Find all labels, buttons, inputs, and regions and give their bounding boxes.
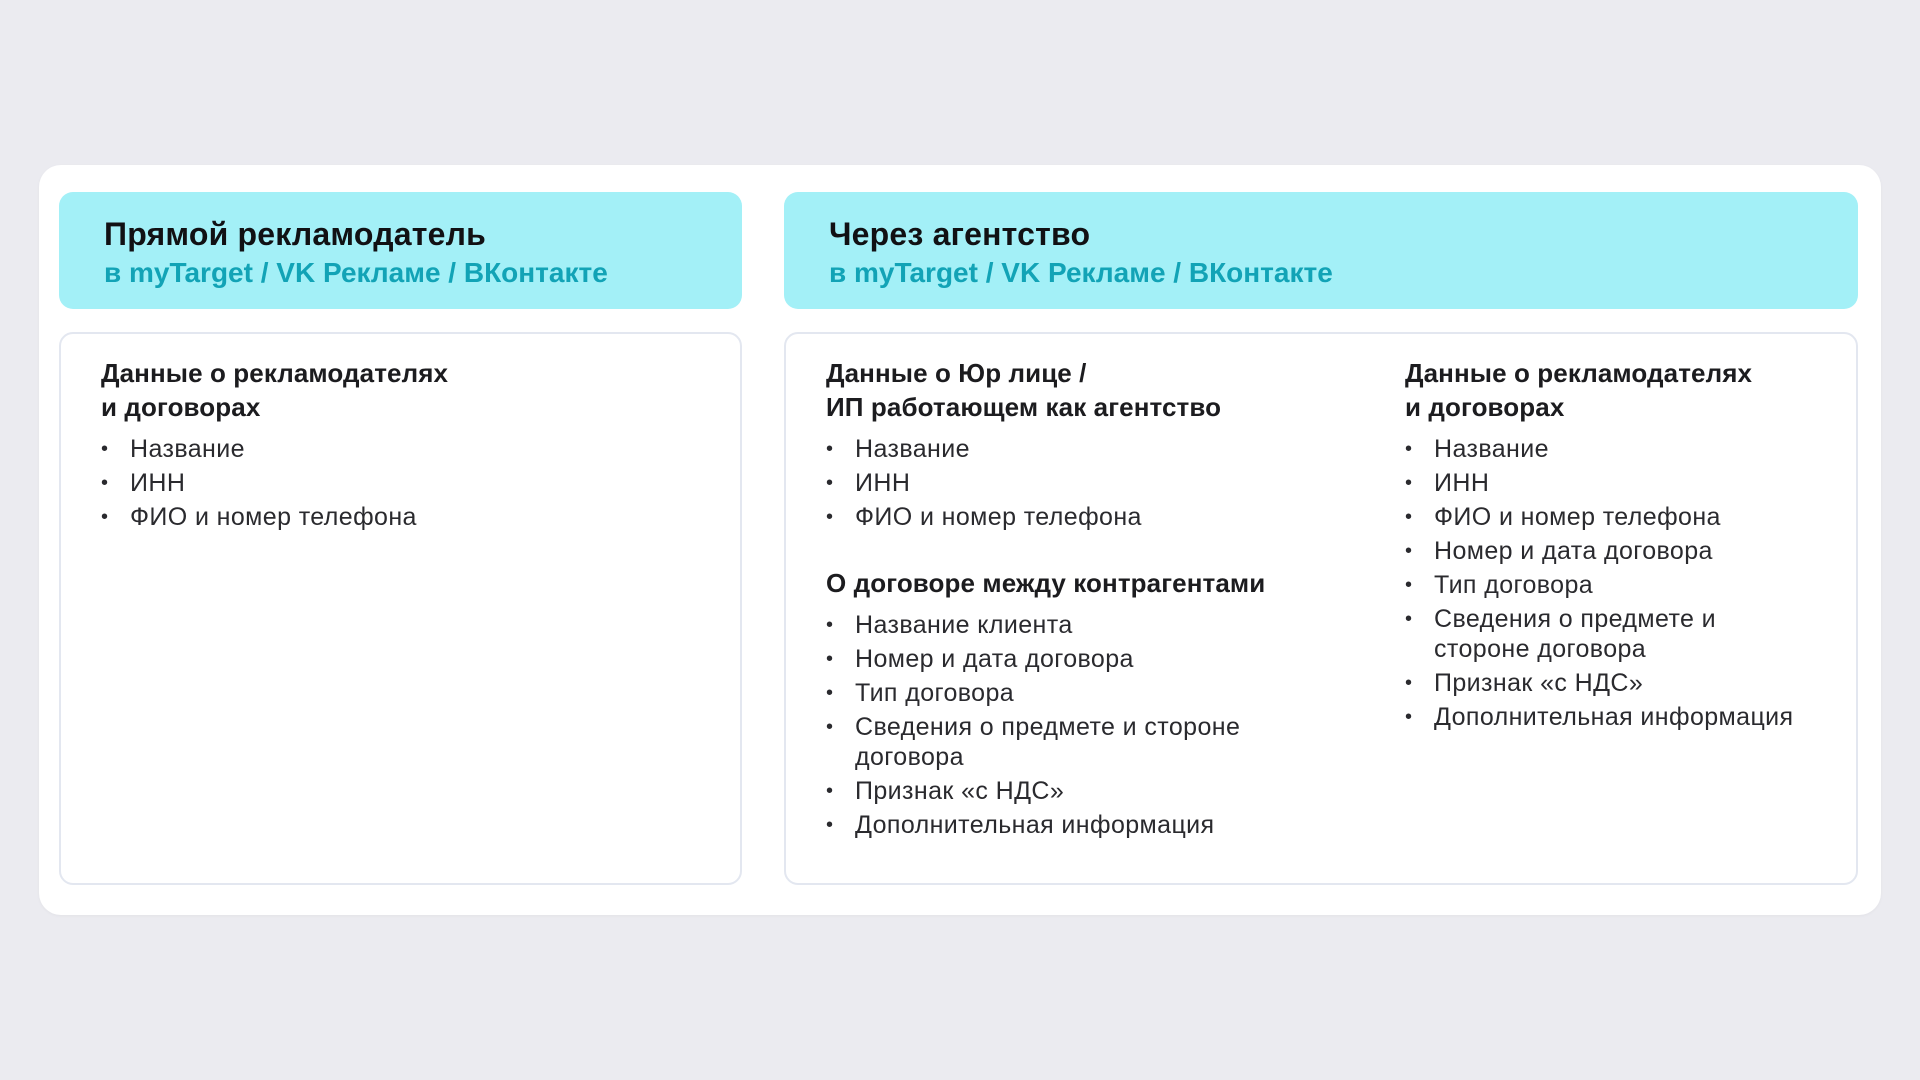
- list-item: • ИНН: [101, 468, 701, 498]
- direct-advertiser-data-section: [101, 356, 701, 536]
- list-item: • Признак «с НДС»: [1405, 668, 1825, 698]
- list-item: • Название: [826, 434, 1366, 464]
- agency-title: Через агентство: [829, 216, 1091, 252]
- section-title-line: и договорах: [101, 392, 261, 422]
- list-item: • Сведения о предмете и стороне договора: [826, 712, 1275, 772]
- direct-advertiser-panel: [59, 332, 742, 885]
- agency-subtitle: в myTarget / VK Рекламе / ВКонтакте: [829, 257, 1333, 288]
- list-item: • ФИО и номер телефона: [101, 502, 701, 532]
- list-item: • ФИО и номер телефона: [826, 502, 1366, 532]
- agency-advertisers-section: [1405, 356, 1825, 736]
- section-title: [826, 356, 1366, 424]
- list-item: • Дополнительная информация: [826, 810, 1366, 840]
- list-item: • Тип договора: [1405, 570, 1825, 600]
- list-item: • Сведения о предмете и стороне договора: [1405, 604, 1734, 664]
- bullet-list: [1405, 434, 1825, 732]
- bullet-list: [826, 434, 1366, 532]
- section-title-line: Данные о рекламодателях: [101, 358, 449, 388]
- agency-panel: [784, 332, 1858, 885]
- list-item: • Номер и дата договора: [1405, 536, 1825, 566]
- list-item: • Дополнительная информация: [1405, 702, 1825, 732]
- list-item: • ИНН: [1405, 468, 1825, 498]
- legal-entity-section: [826, 356, 1366, 844]
- contract-section-title: О договоре между контрагентами: [826, 568, 1266, 598]
- bullet-list: [101, 434, 701, 532]
- section-title: [1405, 356, 1825, 424]
- comparison-card: [39, 165, 1881, 915]
- section-title-line: ИП работающем как агентство: [826, 392, 1222, 422]
- list-item: • Название: [101, 434, 701, 464]
- list-item: • Номер и дата договора: [826, 644, 1366, 674]
- list-item: • ФИО и номер телефона: [1405, 502, 1825, 532]
- section-title-line: и договорах: [1405, 392, 1565, 422]
- list-item: • Признак «с НДС»: [826, 776, 1366, 806]
- section-title-line: Данные о рекламодателях: [1405, 358, 1753, 388]
- section-title: [101, 356, 701, 424]
- direct-advertiser-title: Прямой рекламодатель: [104, 216, 486, 252]
- list-item: • Название клиента: [826, 610, 1366, 640]
- bullet-list: [826, 610, 1366, 840]
- section-title-line: Данные о Юр лице /: [826, 358, 1087, 388]
- direct-advertiser-header: [59, 192, 742, 309]
- direct-advertiser-subtitle: в myTarget / VK Рекламе / ВКонтакте: [104, 257, 608, 288]
- list-item: • Название: [1405, 434, 1825, 464]
- list-item: • Тип договора: [826, 678, 1366, 708]
- agency-header: [784, 192, 1858, 309]
- list-item: • ИНН: [826, 468, 1366, 498]
